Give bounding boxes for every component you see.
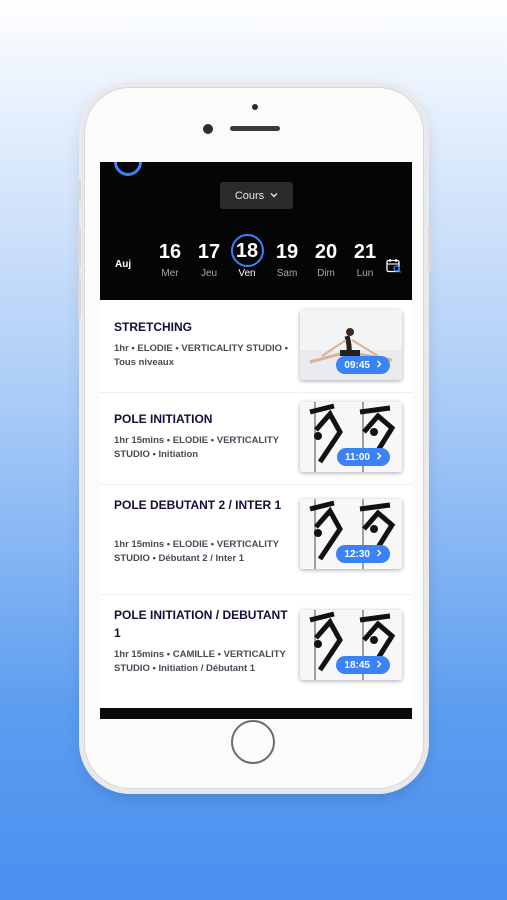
dropdown-label: Cours <box>234 189 265 202</box>
class-meta: 1hr • ELODIE • VERTICALITY STUDIO • Tous niveaux <box>114 343 288 368</box>
class-time: 09:45 <box>344 359 370 371</box>
class-item-pole-initiation[interactable] <box>100 392 412 485</box>
selected-day-ring: 18 <box>231 234 264 267</box>
class-title: POLE INITIATION / DEBUTANT 1 <box>114 608 288 640</box>
day-19[interactable] <box>267 238 307 279</box>
chevron-down-icon <box>270 191 278 200</box>
class-thumbnail <box>300 310 402 380</box>
class-meta: 1hr 15mins • CAMILLE • VERTICALITY STUDIO • Initiation / Débutant 1 <box>114 649 286 674</box>
phone-frame <box>84 87 424 789</box>
class-title: POLE DEBUTANT 2 / INTER 1 <box>114 498 282 512</box>
day-label: Lun <box>356 268 374 279</box>
today-button[interactable]: Auj <box>115 259 132 270</box>
day-label: Sam <box>276 268 298 279</box>
class-meta: 1hr 15mins • ELODIE • VERTICALITY STUDIO • Initiation <box>114 435 279 460</box>
day-number: 16 <box>158 241 182 263</box>
chevron-right-icon <box>376 660 382 671</box>
volume-down-button <box>78 278 81 318</box>
class-title: POLE INITIATION <box>114 412 213 426</box>
chevron-right-icon <box>376 549 382 560</box>
day-label: Mer <box>161 268 179 279</box>
class-time: 18:45 <box>344 659 370 671</box>
chevron-right-icon <box>376 360 382 371</box>
book-time-button[interactable] <box>336 545 390 563</box>
day-label: Ven <box>238 268 256 279</box>
day-number: 21 <box>353 241 377 263</box>
day-17[interactable] <box>189 238 229 279</box>
earpiece-speaker <box>230 126 280 131</box>
day-number: 19 <box>275 241 299 263</box>
day-18-selected[interactable] <box>227 238 267 279</box>
class-time: 11:00 <box>344 451 370 463</box>
book-time-button[interactable] <box>336 356 390 374</box>
mute-switch <box>78 180 81 202</box>
class-item-pole-initiation-debutant-1[interactable] <box>100 594 412 708</box>
day-number <box>227 238 267 266</box>
book-time-button[interactable] <box>336 656 390 674</box>
chevron-right-icon <box>376 452 382 463</box>
class-thumbnail <box>300 610 402 680</box>
day-label: Dim <box>317 268 335 279</box>
day-number: 17 <box>197 241 221 263</box>
power-button <box>428 228 431 272</box>
class-thumbnail <box>300 402 402 472</box>
volume-up-button <box>78 228 81 268</box>
class-item-pole-debutant-2[interactable] <box>100 484 412 595</box>
app-screen <box>100 162 412 719</box>
day-21[interactable] <box>345 238 385 279</box>
calendar-search-icon[interactable] <box>386 258 402 274</box>
class-meta: 1hr 15mins • ELODIE • VERTICALITY STUDIO • Débutant 2 / Inter 1 <box>114 539 279 564</box>
bottom-tab-bar[interactable] <box>100 708 412 719</box>
book-time-button[interactable] <box>337 448 390 466</box>
class-thumbnail <box>300 499 402 569</box>
app-logo-icon <box>114 162 142 176</box>
class-item-stretching[interactable] <box>100 300 412 393</box>
day-label: Jeu <box>200 268 218 279</box>
class-type-dropdown[interactable] <box>220 182 293 209</box>
front-camera <box>203 124 213 134</box>
class-title: STRETCHING <box>114 320 192 334</box>
schedule-header <box>100 162 412 300</box>
proximity-sensor <box>252 104 258 110</box>
day-number: 20 <box>314 241 338 263</box>
class-time: 12:30 <box>344 548 370 560</box>
day-20[interactable] <box>306 238 346 279</box>
day-16[interactable] <box>150 238 190 279</box>
home-button <box>231 720 275 764</box>
